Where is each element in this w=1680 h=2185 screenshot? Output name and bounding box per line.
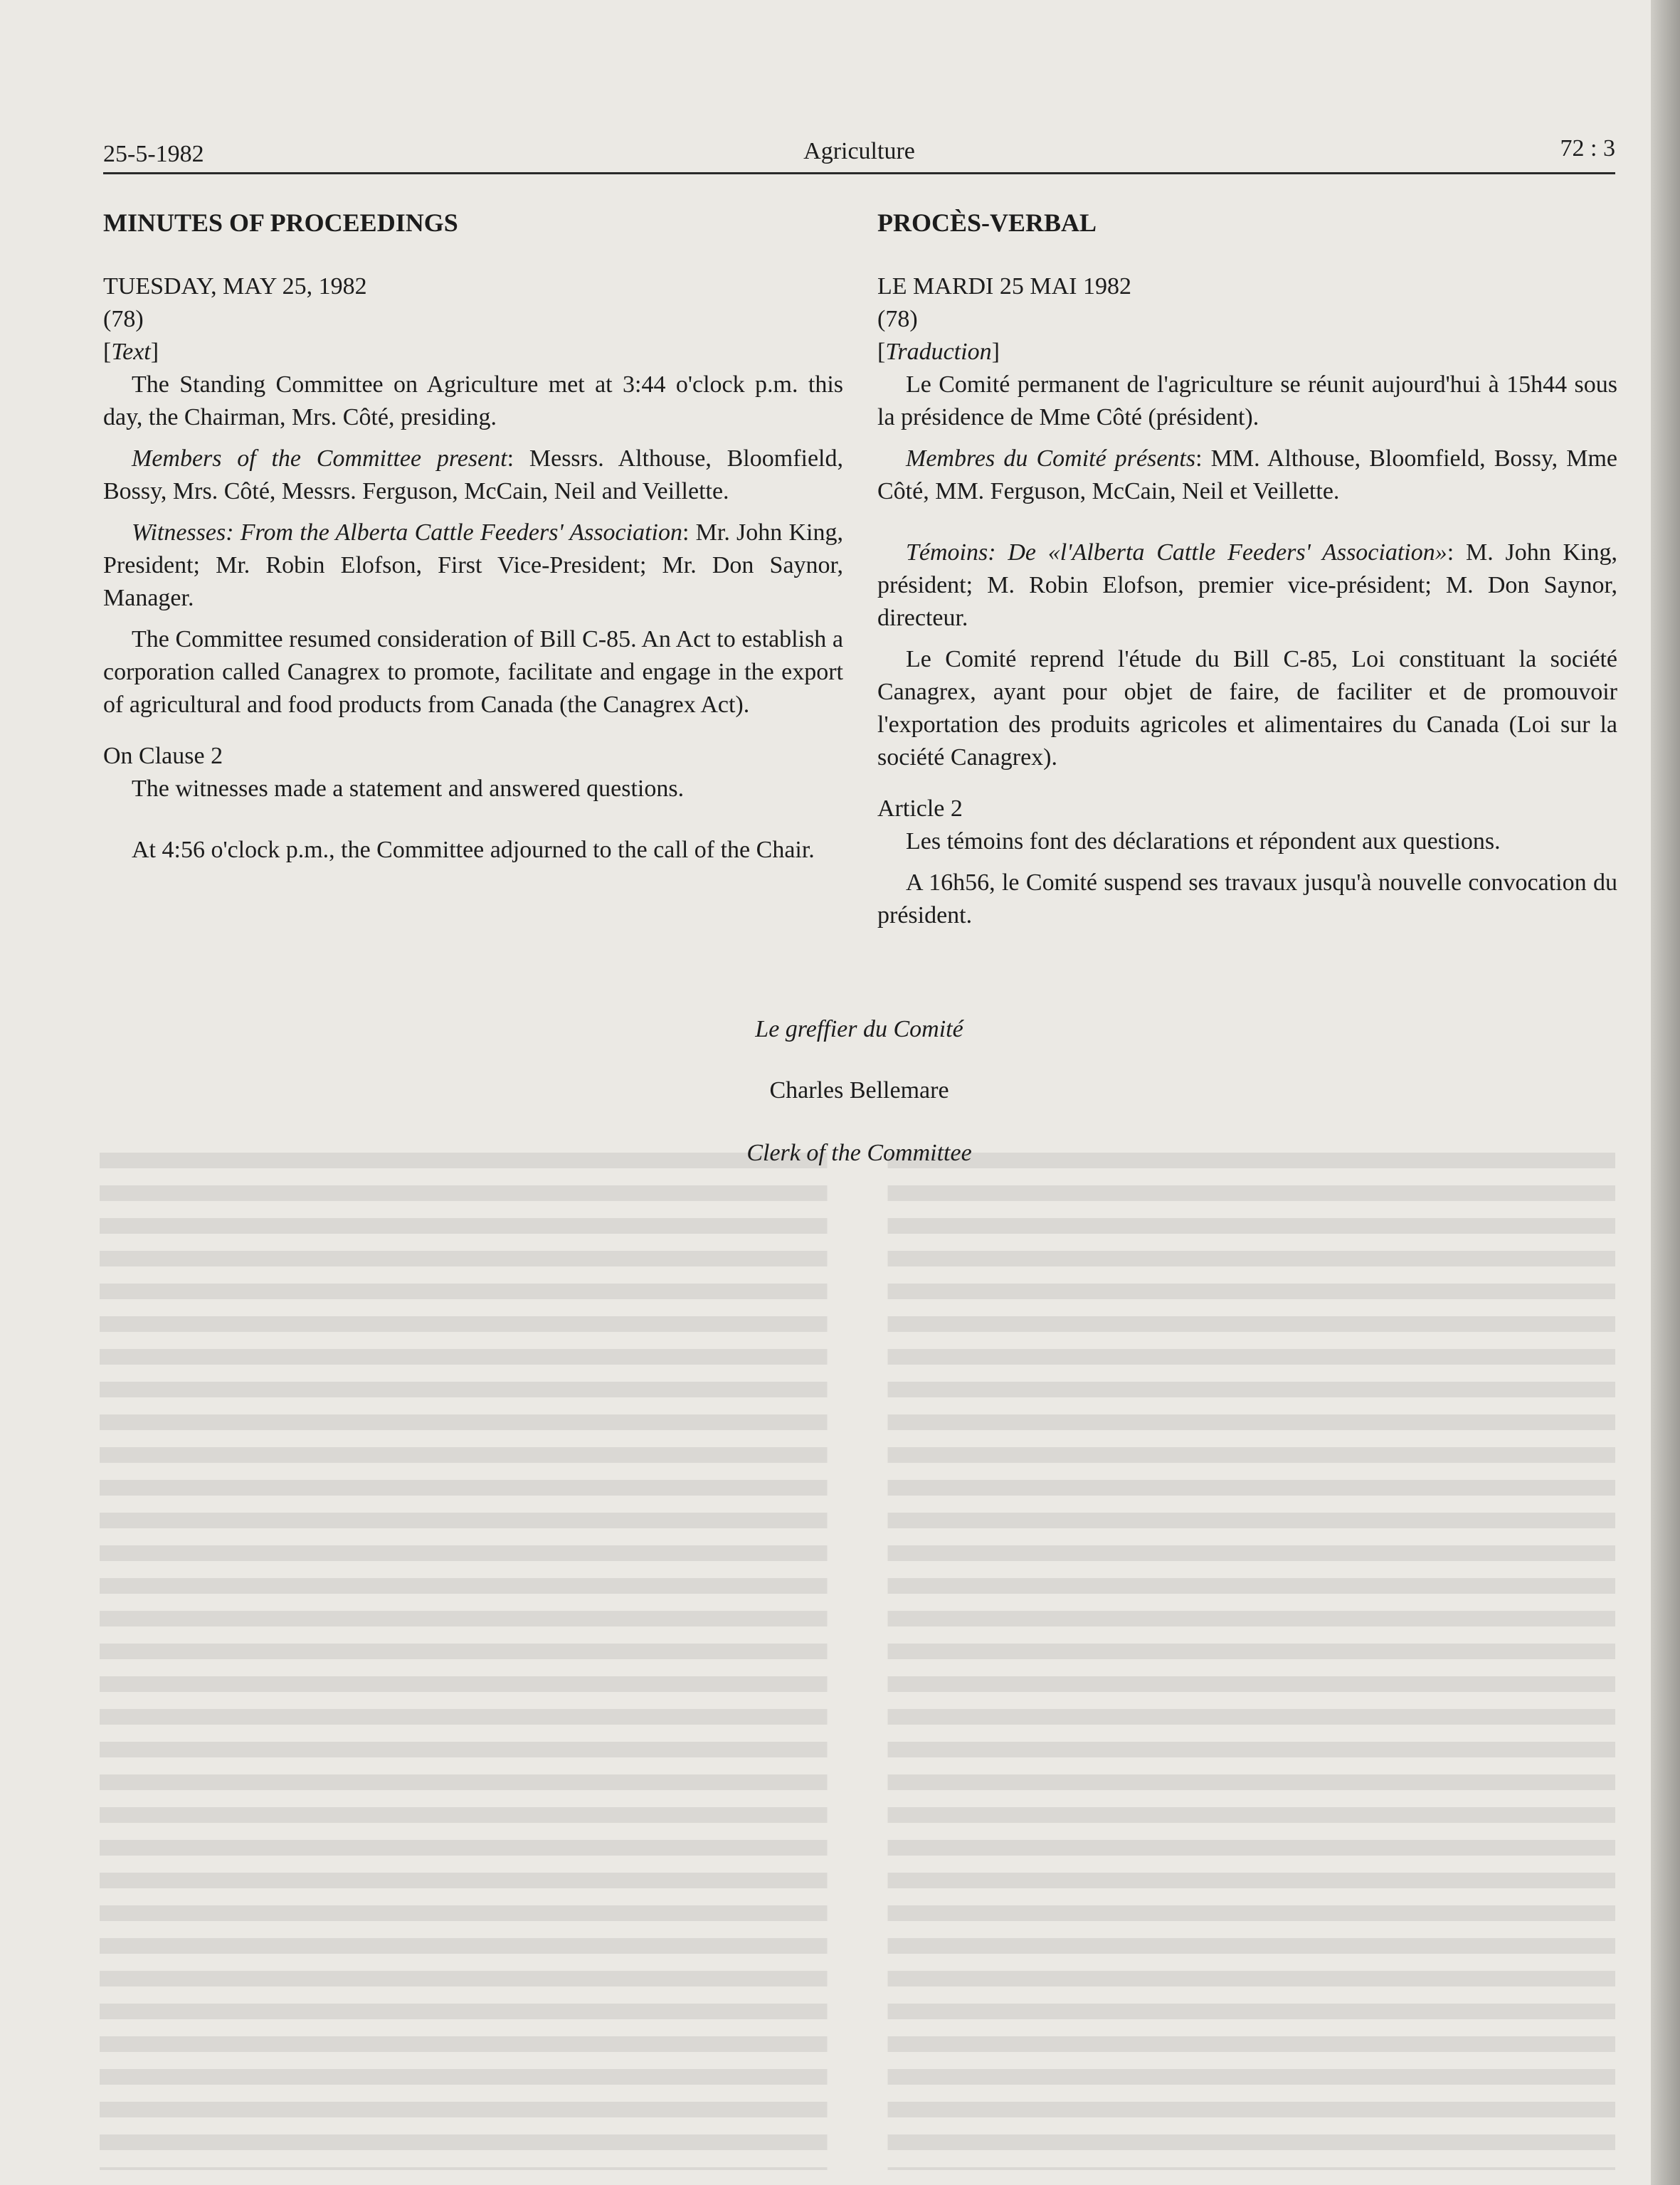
minutes-heading: MINUTES OF PROCEEDINGS: [103, 208, 458, 237]
clerk-title-french: Le greffier du Comité: [755, 1016, 963, 1042]
members-paragraph: Membres du Comité présents: MM. Althouse, Bloomfield, Bossy, Mme Côté, MM. Ferguson, McCain, Neil et Veillette.: [877, 445, 1617, 504]
french-column: [877, 206, 1617, 932]
bill-paragraph: The Committee resumed consideration of Bill C-85. An Act to establish a corporation called Canagrex to promote, facilitate and engage in the export of agricultural and food products from Canada (the Canagrex Act).: [103, 626, 843, 718]
meeting-number: (78): [103, 306, 144, 332]
bleed-through-text: [100, 1153, 1615, 2170]
meeting-date: TUESDAY, MAY 25, 1982: [103, 273, 367, 300]
meeting-date: LE MARDI 25 MAI 1982: [877, 273, 1131, 300]
adjournment-paragraph: At 4:56 o'clock p.m., the Committee adjourned to the call of the Chair.: [132, 837, 815, 863]
proces-verbal-heading: PROCÈS-VERBAL: [877, 208, 1097, 237]
witness-statement-paragraph: Les témoins font des déclarations et répondent aux questions.: [906, 828, 1501, 855]
witnesses-paragraph: Témoins: De «l'Alberta Cattle Feeders' Association»: M. John King, président; M. Robin Elofson, premier vice-président; M. Don Saynor, directeur.: [877, 539, 1617, 631]
header-title: Agriculture: [803, 138, 915, 164]
witness-statement-paragraph: The witnesses made a statement and answered questions.: [132, 776, 685, 802]
header-page-number: 72 : 3: [1560, 135, 1615, 162]
page-edge: [1651, 0, 1680, 2185]
running-header: [103, 127, 1615, 174]
meeting-number: (78): [877, 306, 918, 332]
clause-heading: Article 2: [877, 795, 963, 822]
members-paragraph: Members of the Committee present: Messrs. Althouse, Bloomfield, Bossy, Mrs. Côté, Messrs. Ferguson, McCain, Neil and Veillette.: [103, 445, 843, 504]
english-column: [103, 206, 843, 867]
header-date: 25-5-1982: [103, 141, 204, 167]
clerk-name: Charles Bellemare: [769, 1077, 949, 1104]
bill-paragraph: Le Comité reprend l'étude du Bill C-85, Loi constituant la société Canagrex, ayant pour objet de faire, de faciliter et de promouvoir l'exportation des produits agricoles et alimentaires du Canada (Loi sur la société Canagrex).: [877, 646, 1617, 771]
language-note: [Traduction]: [877, 339, 1000, 365]
opening-paragraph: The Standing Committee on Agriculture met at 3:44 o'clock p.m. this day, the Chairman, Mrs. Côté, presiding.: [103, 371, 843, 430]
language-note: [Text]: [103, 339, 159, 365]
clerk-title-english: Clerk of the Committee: [746, 1140, 972, 1166]
witnesses-paragraph: Witnesses: From the Alberta Cattle Feeders' Association: Mr. John King, President; Mr. Robin Elofson, First Vice-President; Mr. Don Saynor, Manager.: [103, 519, 843, 611]
opening-paragraph: Le Comité permanent de l'agriculture se réunit aujourd'hui à 15h44 sous la présidence de Mme Côté (président).: [877, 371, 1617, 430]
clause-heading: On Clause 2: [103, 743, 223, 769]
adjournment-paragraph: A 16h56, le Comité suspend ses travaux jusqu'à nouvelle convocation du président.: [877, 869, 1617, 929]
